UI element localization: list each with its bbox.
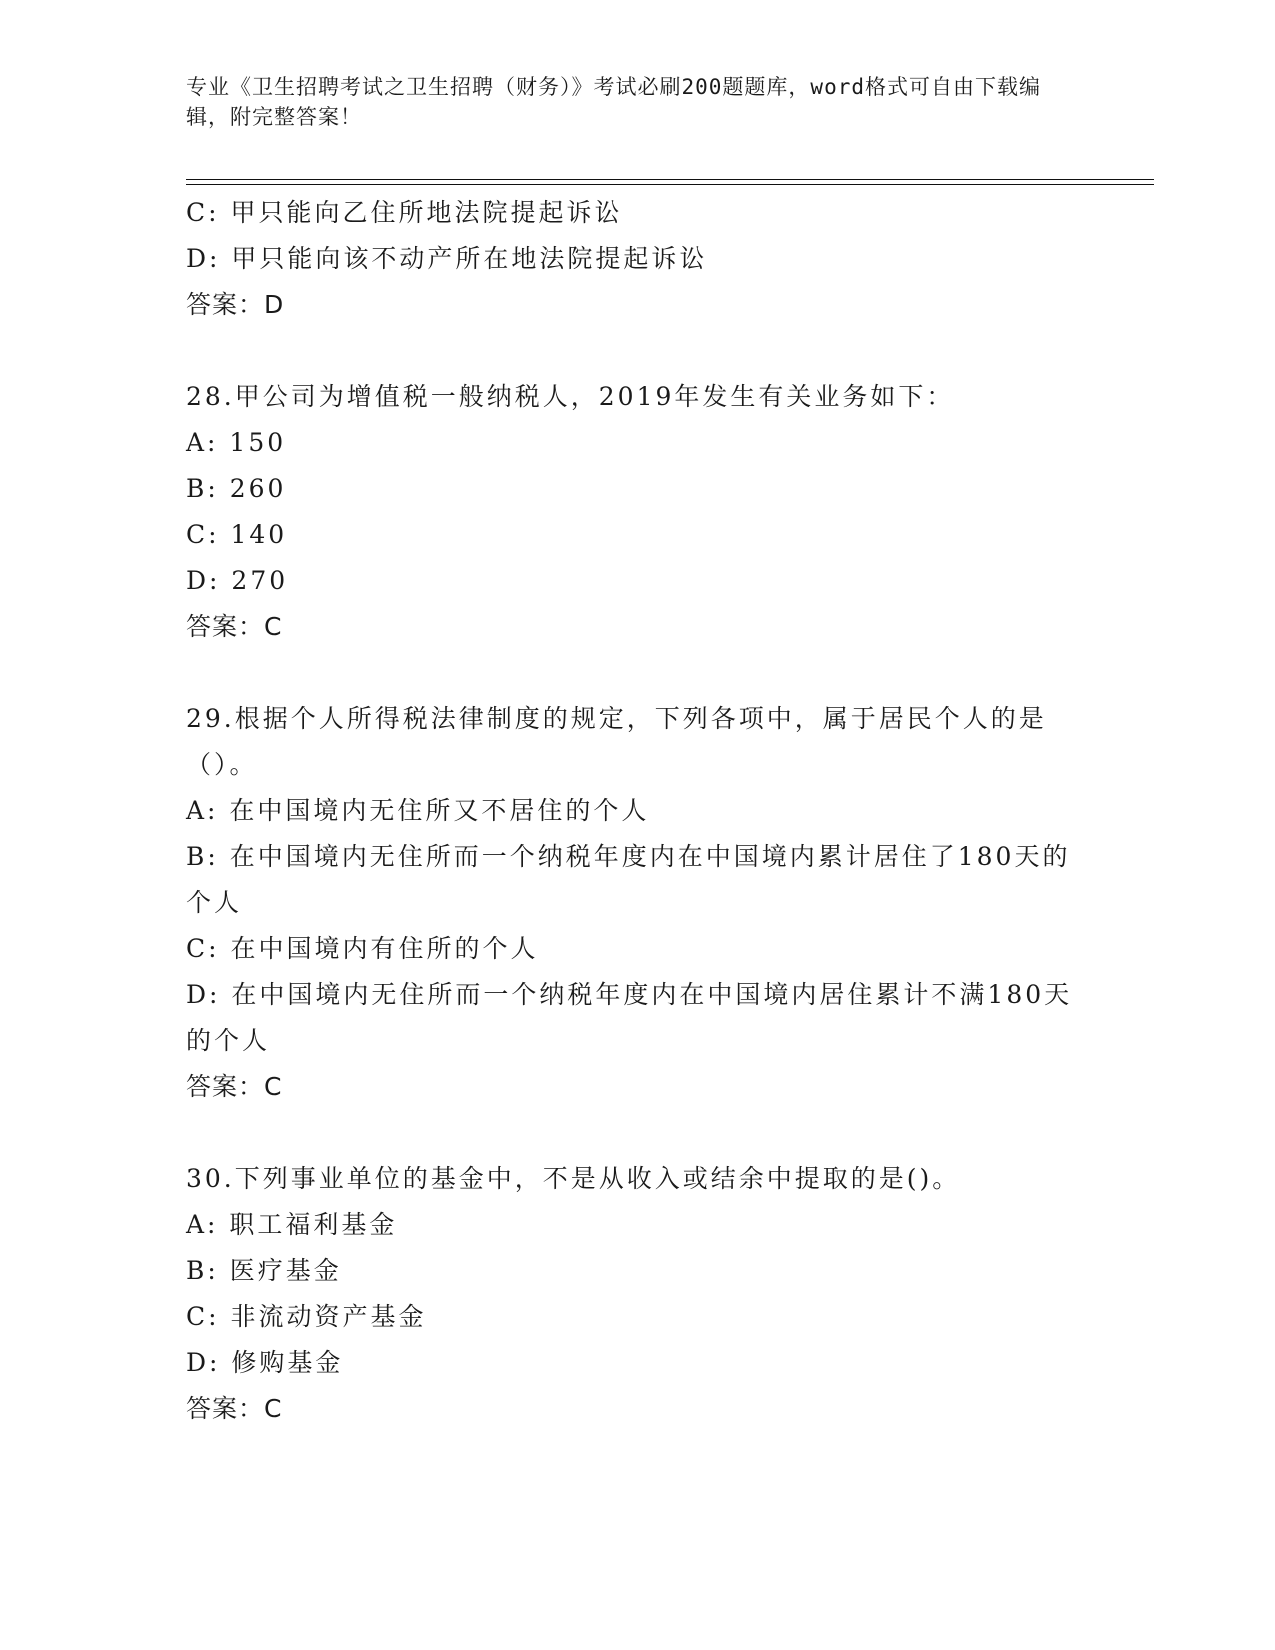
spacer [186, 328, 1086, 374]
header-divider-top [186, 179, 1154, 180]
header-divider-bottom [186, 184, 1154, 185]
option-b: B: 医疗基金 [186, 1256, 342, 1285]
option-c: C: 甲只能向乙住所地法院提起诉讼 [186, 198, 623, 227]
document-header: 专业《卫生招聘考试之卫生招聘（财务）》考试必刷200题题库，word格式可自由下载编辑，附完整答案！ [186, 75, 1041, 129]
option-d: D: 270 [186, 566, 289, 595]
spacer [186, 650, 1086, 696]
option-a: A: 150 [186, 428, 287, 457]
option-a: A: 在中国境内无住所又不居住的个人 [186, 796, 650, 825]
option-c: C: 非流动资产基金 [186, 1302, 427, 1331]
option-d: D: 修购基金 [186, 1348, 344, 1377]
question-stem: 28.甲公司为增值税一般纳税人，2019年发生有关业务如下： [186, 382, 955, 411]
question-stem: 29.根据个人所得税法律制度的规定，下列各项中，属于居民个人的是（）。 [186, 704, 1047, 779]
answer: 答案：D [186, 290, 285, 319]
option-b: B: 260 [186, 474, 287, 503]
option-a: A: 职工福利基金 [186, 1210, 398, 1239]
question-27 [186, 190, 1086, 328]
option-d: D: 在中国境内无住所而一个纳税年度内在中国境内居住累计不满180天的个人 [186, 980, 1073, 1055]
answer: 答案：C [186, 1394, 283, 1423]
question-stem: 30.下列事业单位的基金中，不是从收入或结余中提取的是()。 [186, 1164, 961, 1193]
option-c: C: 140 [186, 520, 288, 549]
answer: 答案：C [186, 1072, 283, 1101]
option-b: B: 在中国境内无住所而一个纳税年度内在中国境内累计居住了180天的个人 [186, 842, 1071, 917]
question-30 [186, 1156, 1086, 1432]
option-d: D: 甲只能向该不动产所在地法院提起诉讼 [186, 244, 708, 273]
question-29 [186, 696, 1086, 1110]
option-c: C: 在中国境内有住所的个人 [186, 934, 539, 963]
question-28 [186, 374, 1086, 650]
answer: 答案：C [186, 612, 283, 641]
spacer [186, 1110, 1086, 1156]
question-list [186, 190, 1086, 1432]
